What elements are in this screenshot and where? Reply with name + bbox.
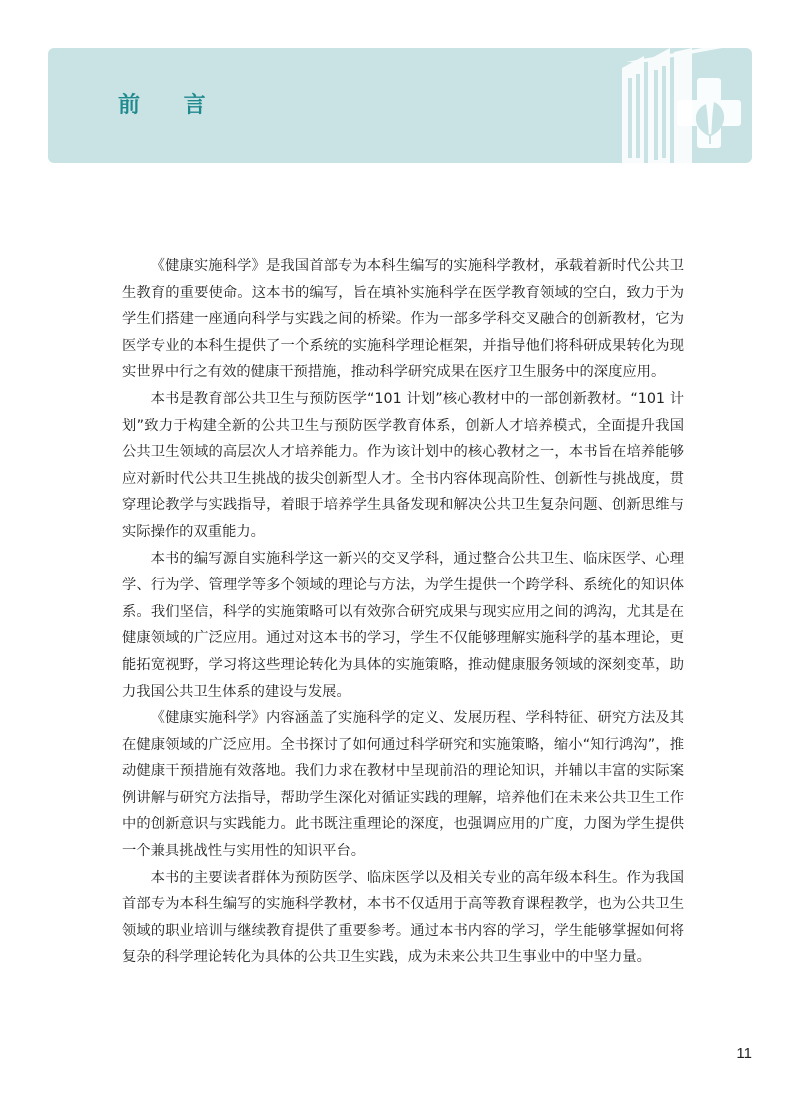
page-number: 11 [736,1045,752,1062]
book-medical-cross-leaf-icon [582,48,752,163]
paragraph-3: 本书的编写源自实施科学这一新兴的交叉学科，通过整合公共卫生、临床医学、心理学、行为学、管理学等多个领域的理论与方法，为学生提供一个跨学科、系统化的知识体系。我们坚信，科学的实施策略可以有效弥合研究成果与现实应用之间的鸿沟，尤其是在健康领域的广泛应用。通过对这本书的学习，学生不仅能够理解实施科学的基本理论，更能拓宽视野，学习将这些理论转化为具体的实施策略，推动健康服务领域的深刻变革，助力我国公共卫生体系的建设与发展。 [122,550,684,700]
paragraph-2: 本书是教育部公共卫生与预防医学“101 计划”核心教材中的一部创新教材。“101 计划”致力于构建全新的公共卫生与预防医学教育体系，创新人才培养模式，全面提升我国公共卫生领域的高层次人才培养能力。作为该计划中的核心教材之一，本书旨在培养能够应对新时代公共卫生挑战的拔尖创新型人才。全书内容体现高阶性、创新性与挑战度，贯穿理论教学与实践指导，着眼于培养学生具备发现和解决公共卫生复杂问题、创新思维与实际操作的双重能力。 [122,390,684,540]
paragraph-5: 本书的主要读者群体为预防医学、临床医学以及相关专业的高年级本科生。作为我国首部专为本科生编写的实施科学教材，本书不仅适用于高等教育课程教学，也为公共卫生领域的职业培训与继续教育提供了重要参考。通过本书内容的学习，学生能够掌握如何将复杂的科学理论转化为具体的公共卫生实践，成为未来公共卫生事业中的中坚力量。 [122,869,684,966]
preface-body [122,253,684,971]
chapter-title: 前 言 [118,93,224,118]
chapter-header-band [48,48,752,163]
paragraph-1: 《健康实施科学》是我国首部专为本科生编写的实施科学教材，承载着新时代公共卫生教育的重要使命。这本书的编写，旨在填补实施科学在医学教育领域的空白，致力于为学生们搭建一座通向科学与实践之间的桥梁。作为一部多学科交叉融合的创新教材，它为医学专业的本科生提供了一个系统的实施科学理论框架，并指导他们将科研成果转化为现实世界中行之有效的健康干预措施，推动科学研究成果在医疗卫生服务中的深度应用。 [122,258,684,381]
paragraph-4: 《健康实施科学》内容涵盖了实施科学的定义、发展历程、学科特征、研究方法及其在健康领域的广泛应用。全书探讨了如何通过科学研究和实施策略，缩小“知行鸿沟”，推动健康干预措施有效落地。我们力求在教材中呈现前沿的理论知识，并辅以丰富的实际案例讲解与研究方法指导，帮助学生深化对循证实践的理解，培养他们在未来公共卫生工作中的创新意识与实践能力。此书既注重理论的深度，也强调应用的广度，力图为学生提供一个兼具挑战性与实用性的知识平台。 [122,710,684,860]
